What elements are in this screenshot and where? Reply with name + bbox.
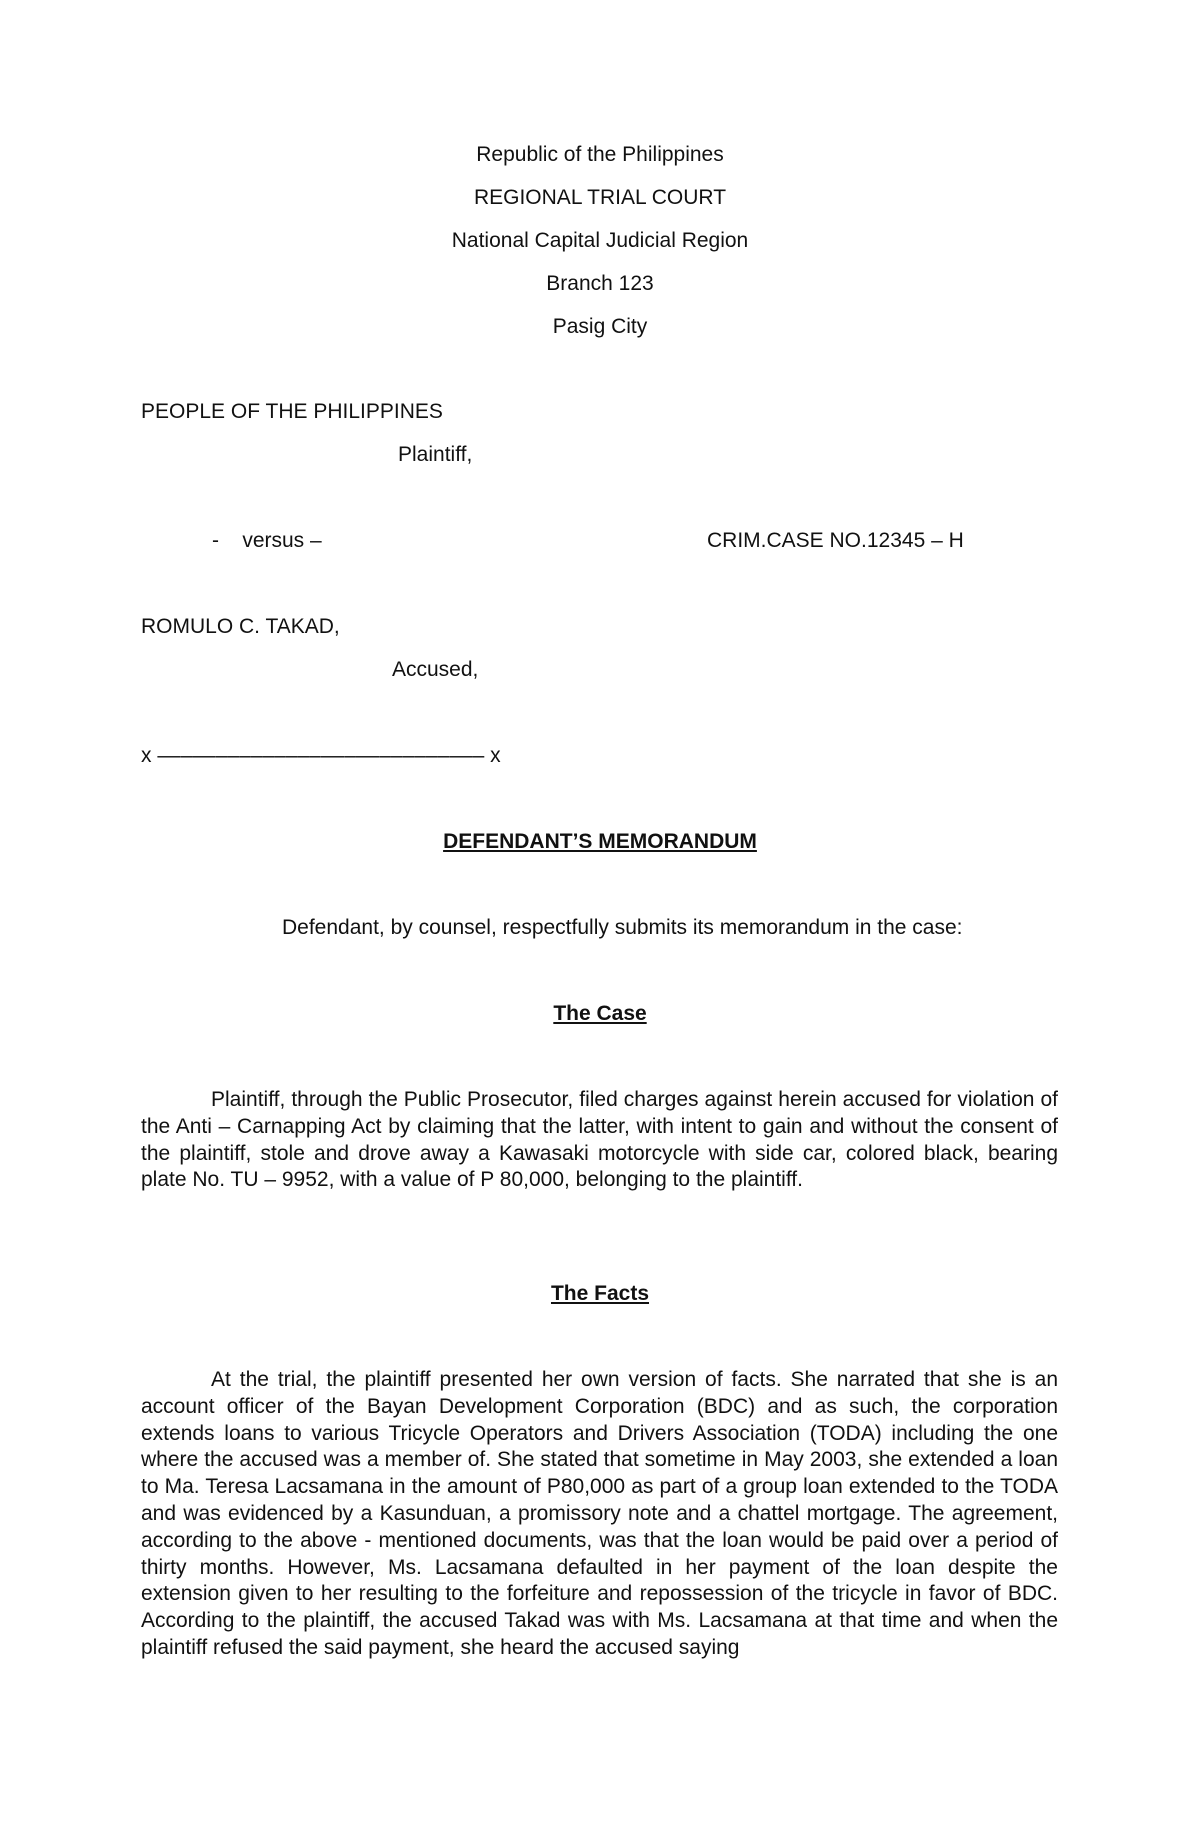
case-heading: The Case [553,1002,647,1025]
case-paragraph: Plaintiff, through the Public Prosecutor, filed charges against herein accused for violation of the Anti – Carnapping Act by claiming that the latter, with intent to gain and without the consent of the plaintiff, stole and drove away a Kawasaki motorcycle with side car, colored black, bearing plate No. TU – 9952, with a value of P 80,000, belonging to the plaintiff. [141,1088,1058,1192]
case-number: CRIM.CASE NO.12345 – H [707,529,964,552]
facts-paragraph: At the trial, the plaintiff presented her own version of facts. She narrated that she is an account officer of the Bayan Development Corporation (BDC) and as such, the corporation extends loans to various Tricycle Operators and Drivers Association (TODA) including the one where the accused was a member of. She stated that sometime in May 2003, she extended a loan to Ma. Teresa Lacsamana in the amount of P80,000 as part of a group loan extended to the TODA and was evidenced by a Kasunduan, a promissory note and a chattel mortgage. The agreement, according to the above - mentioned documents, was that the loan would be paid over a period of thirty months. However, Ms. Lacsamana defaulted in her payment of the loan despite the extension given to her resulting to the forfeiture and repossession of the tricycle in favor of BDC. According to the plaintiff, the accused Takad was with Ms. Lacsamana at that time and when the plaintiff refused the said payment, she heard the accused saying [141,1368,1058,1659]
document-title: DEFENDANT’S MEMORANDUM [443,830,757,853]
accused-role: Accused, [392,658,479,681]
versus-label: - versus – [212,529,322,552]
header-republic: Republic of the Philippines [476,143,724,166]
header-region: National Capital Judicial Region [451,229,749,252]
header-court: REGIONAL TRIAL COURT [473,186,727,209]
caption-separator: x –––––––––––––––––––––––––––– x [141,744,501,767]
intro-text: Defendant, by counsel, respectfully submits its memorandum in the case: [282,916,963,939]
header-branch: Branch 123 [546,272,654,295]
plaintiff-name: PEOPLE OF THE PHILIPPINES [141,400,443,423]
accused-name: ROMULO C. TAKAD, [141,615,340,638]
plaintiff-role: Plaintiff, [398,443,473,466]
facts-heading: The Facts [550,1282,650,1305]
header-city: Pasig City [552,315,648,338]
